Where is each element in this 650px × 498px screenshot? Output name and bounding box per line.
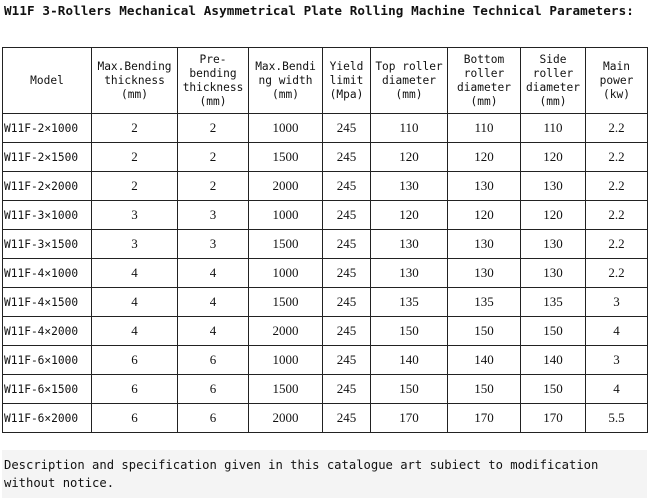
- side-roller-diameter-cell: 110: [521, 114, 586, 143]
- footer-note: Description and specification given in this catalogue art subiect to modification without notice.: [4, 458, 599, 490]
- bottom-roller-diameter-cell: 120: [448, 201, 521, 230]
- pre-bending-thickness-cell: 6: [178, 375, 249, 404]
- technical-parameters-table: [2, 47, 648, 433]
- side-roller-diameter-cell: 135: [521, 288, 586, 317]
- table-body: [3, 114, 648, 433]
- header-pre-bending-thickness: Pre- bending thickness (mm): [178, 48, 249, 114]
- top-roller-diameter-cell: 135: [371, 288, 448, 317]
- model-cell: W11F-3×1000: [3, 201, 92, 230]
- main-power-cell: 2.2: [586, 230, 648, 259]
- max-bending-width-cell: 1000: [249, 201, 323, 230]
- side-roller-diameter-cell: 150: [521, 375, 586, 404]
- max-bending-thickness-cell: 3: [92, 230, 178, 259]
- yield-limit-cell: 245: [323, 143, 371, 172]
- bottom-roller-diameter-cell: 130: [448, 172, 521, 201]
- document-title: W11F 3-Rollers Mechanical Asymmetrical Plate Rolling Machine Technical Parameters:: [4, 3, 634, 18]
- side-roller-diameter-cell: 140: [521, 346, 586, 375]
- max-bending-thickness-cell: 6: [92, 404, 178, 433]
- pre-bending-thickness-cell: 3: [178, 230, 249, 259]
- header-main-power: Main power (kw): [586, 48, 648, 114]
- max-bending-width-cell: 1000: [249, 346, 323, 375]
- main-power-cell: 4: [586, 317, 648, 346]
- bottom-roller-diameter-cell: 170: [448, 404, 521, 433]
- max-bending-thickness-cell: 2: [92, 143, 178, 172]
- pre-bending-thickness-cell: 4: [178, 288, 249, 317]
- table-row: [3, 346, 648, 375]
- yield-limit-cell: 245: [323, 201, 371, 230]
- side-roller-diameter-cell: 150: [521, 317, 586, 346]
- side-roller-diameter-cell: 170: [521, 404, 586, 433]
- yield-limit-cell: 245: [323, 346, 371, 375]
- main-power-cell: 3: [586, 288, 648, 317]
- max-bending-width-cell: 1000: [249, 114, 323, 143]
- main-power-cell: 2.2: [586, 172, 648, 201]
- max-bending-width-cell: 2000: [249, 404, 323, 433]
- table-row: [3, 375, 648, 404]
- main-power-cell: 4: [586, 375, 648, 404]
- pre-bending-thickness-cell: 6: [178, 346, 249, 375]
- table-row: [3, 288, 648, 317]
- pre-bending-thickness-cell: 2: [178, 114, 249, 143]
- pre-bending-thickness-cell: 3: [178, 201, 249, 230]
- max-bending-thickness-cell: 4: [92, 317, 178, 346]
- max-bending-width-cell: 1000: [249, 259, 323, 288]
- pre-bending-thickness-cell: 4: [178, 259, 249, 288]
- table-row: [3, 201, 648, 230]
- side-roller-diameter-cell: 130: [521, 172, 586, 201]
- bottom-roller-diameter-cell: 135: [448, 288, 521, 317]
- table-row: [3, 114, 648, 143]
- table-row: [3, 230, 648, 259]
- max-bending-thickness-cell: 4: [92, 288, 178, 317]
- model-cell: W11F-6×1500: [3, 375, 92, 404]
- top-roller-diameter-cell: 130: [371, 259, 448, 288]
- model-cell: W11F-4×2000: [3, 317, 92, 346]
- bottom-roller-diameter-cell: 130: [448, 259, 521, 288]
- header-max-bending-width: Max.Bendi ng width (mm): [249, 48, 323, 114]
- main-power-cell: 2.2: [586, 143, 648, 172]
- bottom-roller-diameter-cell: 150: [448, 375, 521, 404]
- max-bending-thickness-cell: 2: [92, 114, 178, 143]
- model-cell: W11F-4×1000: [3, 259, 92, 288]
- top-roller-diameter-cell: 120: [371, 143, 448, 172]
- max-bending-width-cell: 1500: [249, 143, 323, 172]
- max-bending-width-cell: 2000: [249, 172, 323, 201]
- main-power-cell: 5.5: [586, 404, 648, 433]
- bottom-roller-diameter-cell: 140: [448, 346, 521, 375]
- max-bending-width-cell: 1500: [249, 288, 323, 317]
- model-cell: W11F-2×1500: [3, 143, 92, 172]
- top-roller-diameter-cell: 150: [371, 317, 448, 346]
- top-roller-diameter-cell: 110: [371, 114, 448, 143]
- yield-limit-cell: 245: [323, 172, 371, 201]
- yield-limit-cell: 245: [323, 375, 371, 404]
- header-top-roller-diameter: Top roller diameter (mm): [371, 48, 448, 114]
- table-row: [3, 317, 648, 346]
- table-row: [3, 172, 648, 201]
- pre-bending-thickness-cell: 6: [178, 404, 249, 433]
- bottom-roller-diameter-cell: 110: [448, 114, 521, 143]
- max-bending-width-cell: 1500: [249, 375, 323, 404]
- max-bending-thickness-cell: 4: [92, 259, 178, 288]
- side-roller-diameter-cell: 130: [521, 259, 586, 288]
- max-bending-width-cell: 1500: [249, 230, 323, 259]
- yield-limit-cell: 245: [323, 259, 371, 288]
- max-bending-thickness-cell: 2: [92, 172, 178, 201]
- yield-limit-cell: 245: [323, 230, 371, 259]
- max-bending-thickness-cell: 6: [92, 375, 178, 404]
- bottom-roller-diameter-cell: 130: [448, 230, 521, 259]
- yield-limit-cell: 245: [323, 317, 371, 346]
- main-power-cell: 2.2: [586, 201, 648, 230]
- header-max-bending-thickness: Max.Bending thickness (mm): [92, 48, 178, 114]
- top-roller-diameter-cell: 120: [371, 201, 448, 230]
- model-cell: W11F-2×1000: [3, 114, 92, 143]
- side-roller-diameter-cell: 120: [521, 143, 586, 172]
- table-row: [3, 143, 648, 172]
- top-roller-diameter-cell: 170: [371, 404, 448, 433]
- header-yield-limit: Yield limit (Mpa): [323, 48, 371, 114]
- pre-bending-thickness-cell: 2: [178, 143, 249, 172]
- max-bending-thickness-cell: 3: [92, 201, 178, 230]
- model-cell: W11F-3×1500: [3, 230, 92, 259]
- main-power-cell: 2.2: [586, 259, 648, 288]
- top-roller-diameter-cell: 150: [371, 375, 448, 404]
- side-roller-diameter-cell: 130: [521, 230, 586, 259]
- model-cell: W11F-4×1500: [3, 288, 92, 317]
- bottom-roller-diameter-cell: 120: [448, 143, 521, 172]
- pre-bending-thickness-cell: 4: [178, 317, 249, 346]
- model-cell: W11F-6×1000: [3, 346, 92, 375]
- main-power-cell: 3: [586, 346, 648, 375]
- table-row: [3, 259, 648, 288]
- pre-bending-thickness-cell: 2: [178, 172, 249, 201]
- main-power-cell: 2.2: [586, 114, 648, 143]
- table-row: [3, 404, 648, 433]
- yield-limit-cell: 245: [323, 288, 371, 317]
- yield-limit-cell: 245: [323, 114, 371, 143]
- top-roller-diameter-cell: 130: [371, 172, 448, 201]
- bottom-roller-diameter-cell: 150: [448, 317, 521, 346]
- header-side-roller-diameter: Side roller diameter (mm): [521, 48, 586, 114]
- top-roller-diameter-cell: 140: [371, 346, 448, 375]
- model-cell: W11F-6×2000: [3, 404, 92, 433]
- top-roller-diameter-cell: 130: [371, 230, 448, 259]
- model-cell: W11F-2×2000: [3, 172, 92, 201]
- header-model: Model: [3, 48, 92, 114]
- max-bending-width-cell: 2000: [249, 317, 323, 346]
- table-header-row: [3, 48, 648, 114]
- side-roller-diameter-cell: 120: [521, 201, 586, 230]
- header-bottom-roller-diameter: Bottom roller diameter (mm): [448, 48, 521, 114]
- max-bending-thickness-cell: 6: [92, 346, 178, 375]
- yield-limit-cell: 245: [323, 404, 371, 433]
